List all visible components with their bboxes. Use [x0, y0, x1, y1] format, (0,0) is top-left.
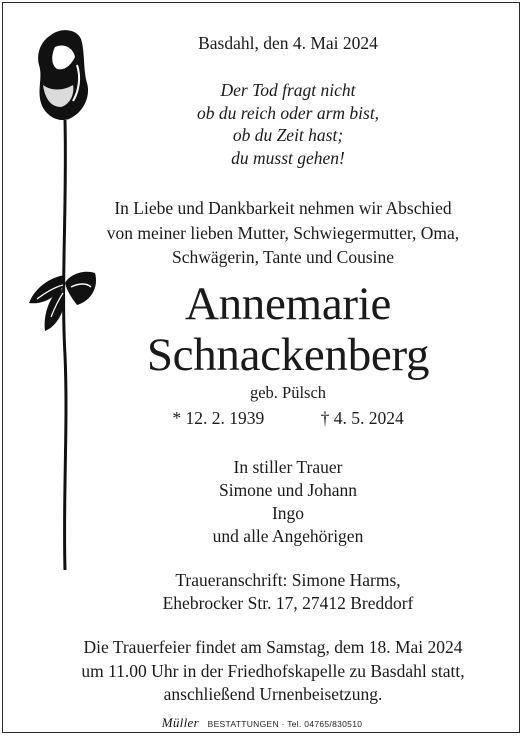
intro-line: Schwägerin, Tante und Cousine	[171, 247, 395, 267]
obituary-notice	[2, 2, 520, 733]
service-line: anschließend Urnenbeisetzung.	[163, 684, 383, 704]
poem-line: du musst gehen!	[231, 147, 345, 168]
life-dates	[63, 408, 513, 429]
undertaker-contact: BESTATTUNGEN · Tel. 04765/830510	[207, 719, 363, 729]
mourner-line: Ingo	[271, 503, 305, 523]
place-date: Basdahl, den 4. Mai 2024	[198, 33, 378, 53]
mourner-line: Simone und Johann	[218, 480, 358, 500]
funeral-service	[23, 636, 523, 707]
mourners	[63, 456, 513, 548]
birth-date: * 12. 2. 1939	[172, 408, 265, 428]
poem-line: Der Tod fragt nicht	[220, 80, 356, 100]
intro-text	[43, 196, 523, 270]
undertaker-logo: Müller	[161, 715, 199, 730]
born-name: geb. Pülsch	[249, 383, 327, 402]
address-line: Traueranschrift: Simone Harms,	[175, 570, 401, 590]
death-date: † 4. 5. 2024	[320, 408, 404, 428]
last-name: Schnackenberg	[146, 329, 430, 381]
address-line: Ehebrocker Str. 17, 27412 Breddorf	[162, 593, 414, 613]
poem	[63, 79, 513, 169]
intro-line: In Liebe und Dankbarkeit nehmen wir Abschied	[114, 198, 452, 218]
deceased-name	[63, 279, 513, 381]
first-name: Annemarie	[184, 278, 392, 330]
mourner-line: und alle Angehörigen	[212, 526, 364, 546]
service-line: Die Trauerfeier findet am Samstag, dem 18. Mai 2024	[83, 637, 463, 657]
mourner-line: In stiller Trauer	[233, 457, 343, 477]
poem-line: ob du Zeit hast;	[232, 125, 344, 145]
undertaker-footer	[3, 715, 521, 731]
mourning-address	[63, 569, 513, 615]
poem-line: ob du reich oder arm bist,	[196, 102, 380, 123]
intro-line: von meiner lieben Mutter, Schwiegermutter, Oma,	[106, 222, 460, 243]
service-line: um 11.00 Uhr in der Friedhofskapelle zu Basdahl statt,	[81, 660, 465, 681]
